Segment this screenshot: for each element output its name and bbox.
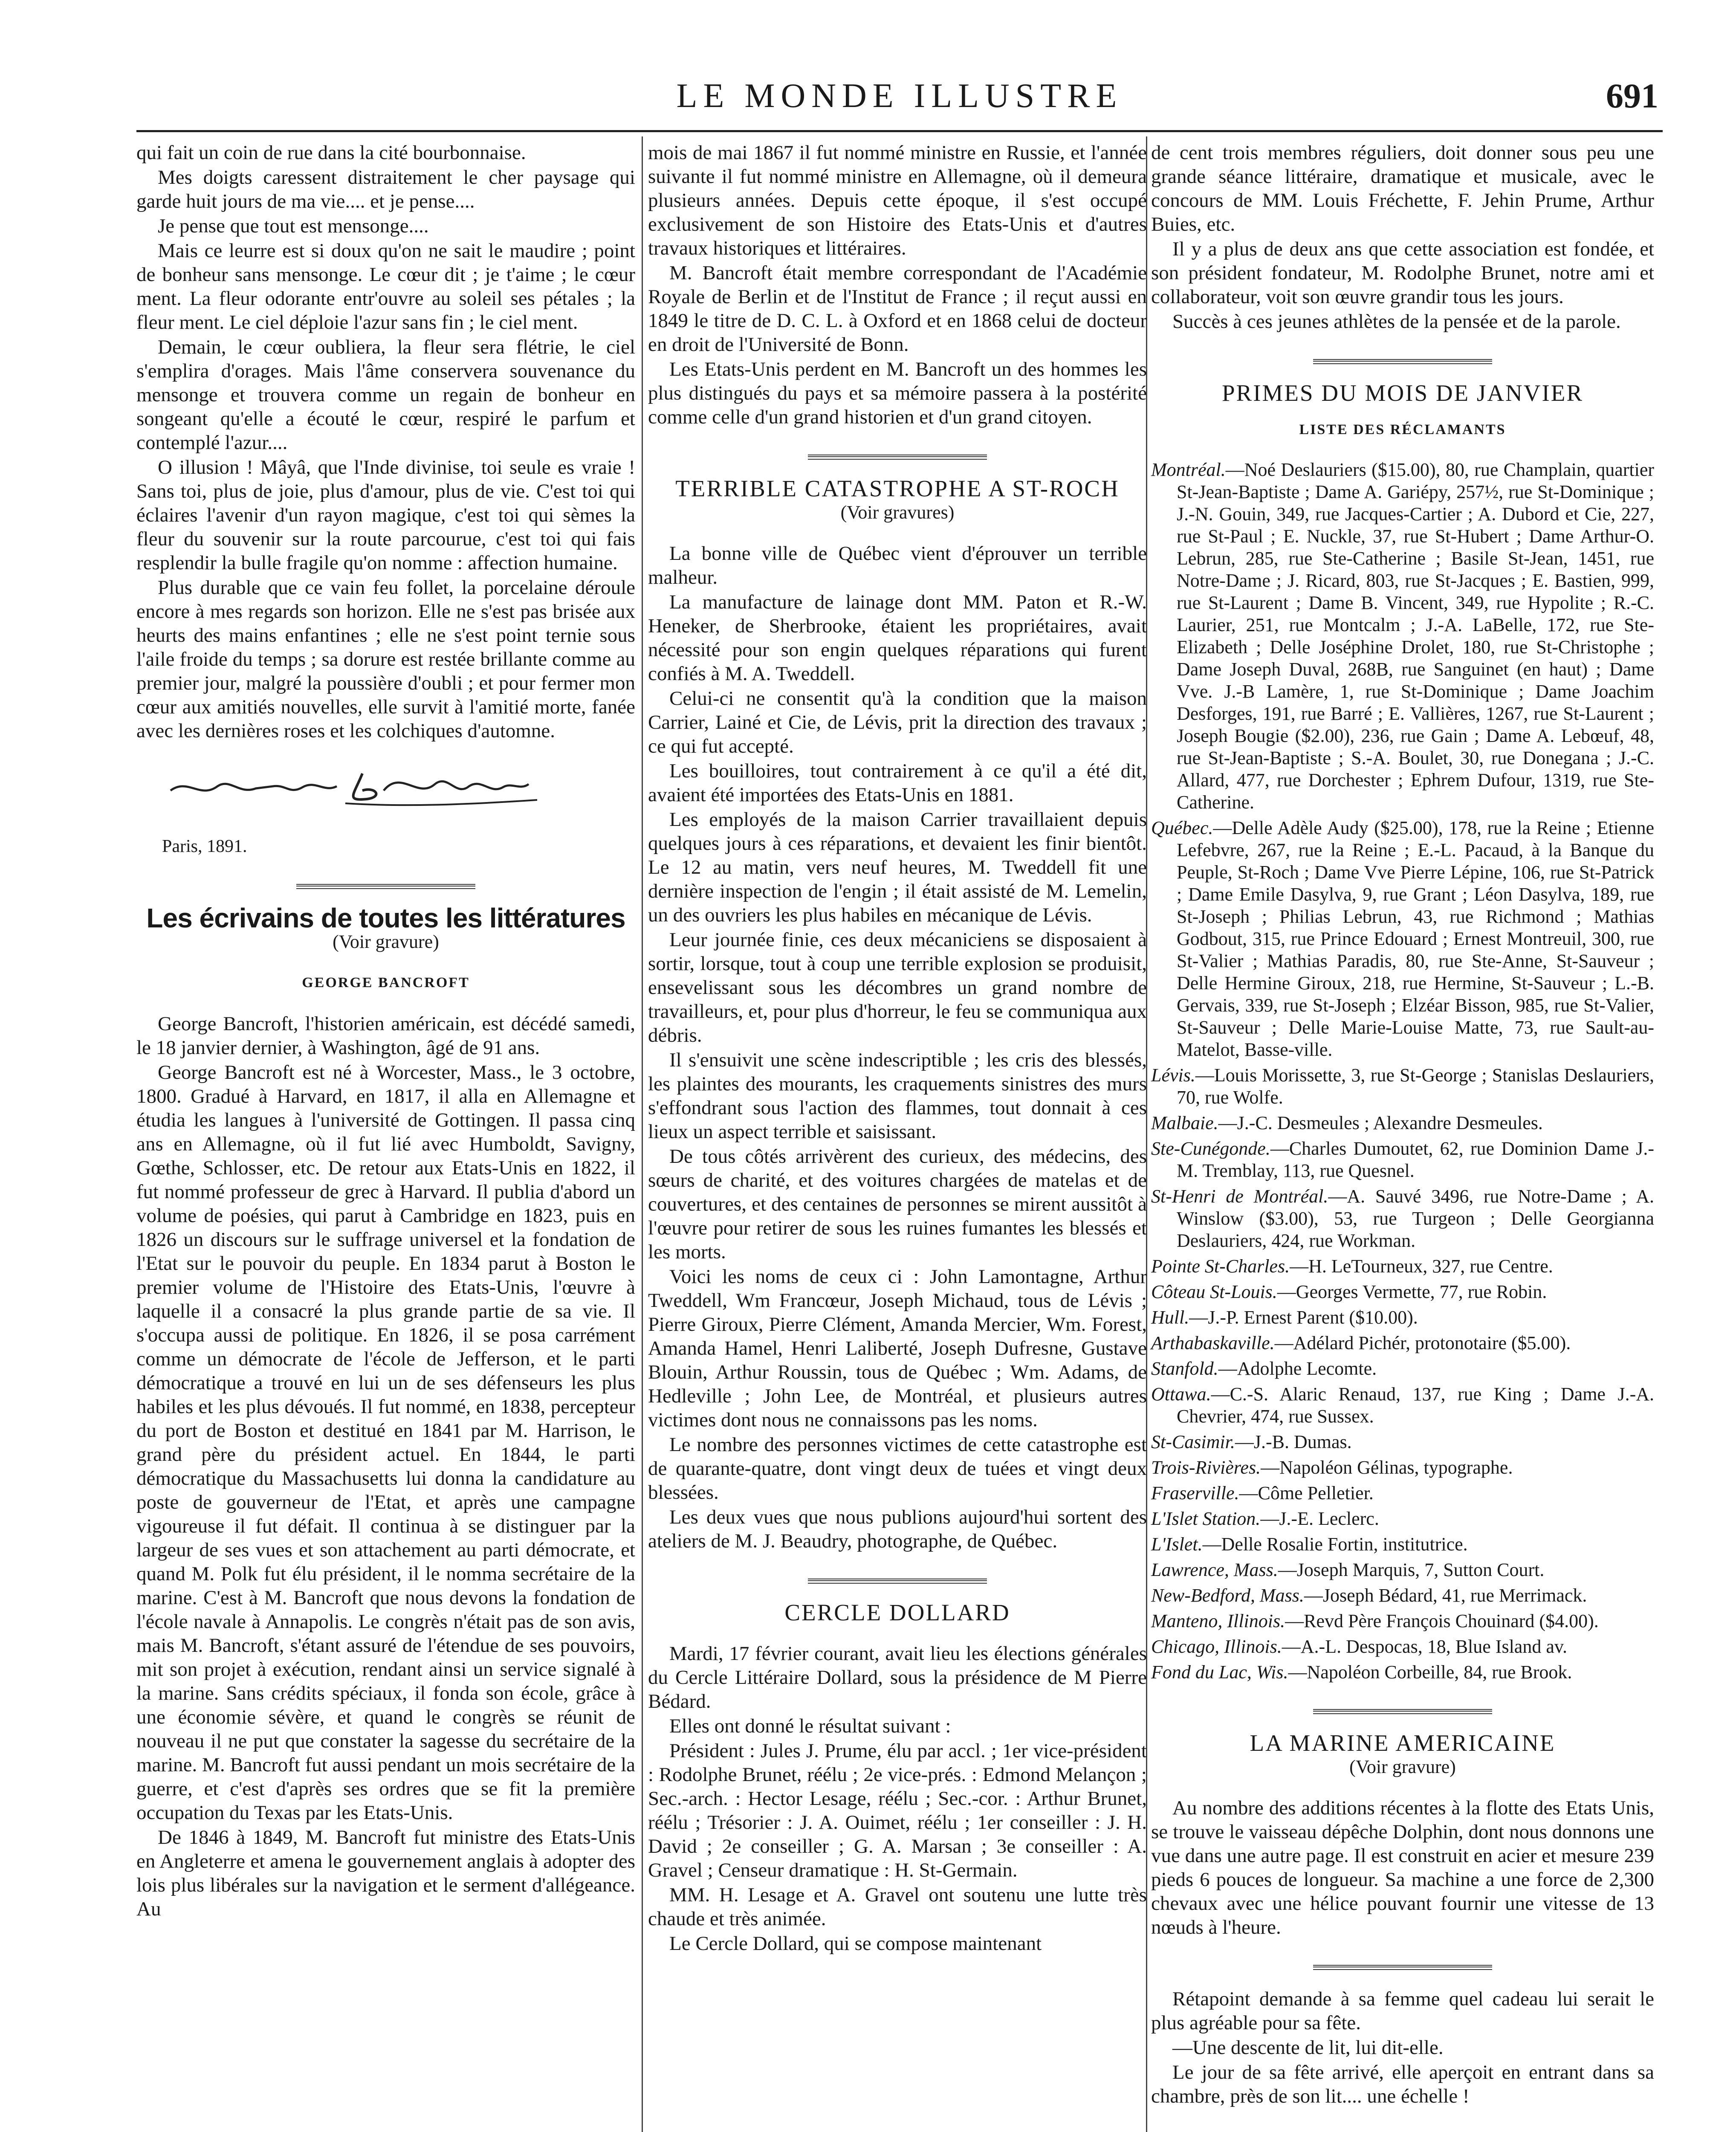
paragraph: Le jour de sa fête arrivé, elle aperçoit en entrant dans sa chambre, près de son lit.... une échelle ! [1151, 2061, 1654, 2107]
claimant-entry [1151, 1112, 1654, 1134]
claimant-entry [1151, 1281, 1654, 1303]
paragraph: Les deux vues que nous publions aujourd'hui sortent des ateliers de M. J. Beaudry, photographe, de Québec. [648, 1506, 1147, 1552]
claimant-place: Stanfold. [1151, 1358, 1218, 1379]
claimant-entry [1151, 1383, 1654, 1428]
paragraph: La bonne ville de Québec vient d'éprouver un terrible malheur. [648, 542, 1147, 588]
claimant-entry [1151, 1661, 1654, 1683]
paragraph: O illusion ! Mâyâ, que l'Inde divinise, toi seule es vraie ! Sans toi, plus de joie, plus d'amour, plus de vie. C'est toi qui éclaires l'avenir d'un rayon magique, c'est toi qui sèmes la fleur du souvenir sur la route parcourue, c'est toi qui fais resplendir la bulle fragile qu'on nomme : affection humaine. [136, 456, 635, 574]
paragraph: Le nombre des personnes victimes de cette catastrophe est de quarante-quatre, dont vingt deux de tuées et vingt deux blessées. [648, 1434, 1147, 1503]
paragraph: Les employés de la maison Carrier travaillaient depuis quelques jours à ces réparations, et devaient les finir bientôt. Le 12 au matin, vers neuf heures, M. Tweddell fit une dernière inspection de l'engin ; il était assisté de M. Lemelin, un des ouvriers les plus habiles en mécanique de Lévis. [648, 808, 1147, 926]
claimant-place: Québec. [1151, 817, 1213, 838]
claimant-entry [1151, 1064, 1654, 1109]
column-divider [642, 136, 643, 2132]
claimant-names: —Noé Deslauriers ($15.00), 80, rue Champlain, quartier St-Jean-Baptiste ; Dame A. Gariépy, 257½, rue St-Dominique ; J.-N. Gouin, 349, rue Jacques-Cartier ; A. Dubord et Cie, 227, rue St-Paul ; E. Nuckle, 37, rue St-Hubert ; Dame Arthur-O. Lebrun, 285, rue Ste-Catherine ; Basile St-Jean, 1451, rue Notre-Dame ; J. Ricard, 803, rue St-Jacques ; E. Bastien, 999, rue St-Laurent ; Dame B. Vincent, 349, rue Hypolite ; R.-C. Laurier, 251, rue Montcalm ; J.-A. LaBelle, 172, rue Ste-Elizabeth ; Delle Joséphine Drolet, 180, rue St-Christophe ; Dame Joseph Duval, 268B, rue Sanguinet (en haut) ; Dame Vve. J.-B Lamère, 1, rue St-Dominique ; Dame Joachim Desforges, 191, rue Barré ; E. Vallières, 1267, rue St-Laurent ; Joseph Bougie ($2.00), 236, rue Gain ; Dame A. Lebœuf, 48, rue St-Jean-Baptiste ; S.-A. Boulet, 30, rue Donegana ; J.-C. Allard, 477, rue Dorchester ; Ephrem Dufour, 1319, rue Ste-Catherine. [1177, 459, 1654, 813]
claimant-names: —Napoléon Gélinas, typographe. [1261, 1457, 1513, 1478]
paragraph: Voici les noms de ceux ci : John Lamontagne, Arthur Tweddell, Wm Francœur, Joseph Michaud, tous de Lévis ; Pierre Giroux, Pierre Clément, Amanda Mercier, Wm. Forest, Amanda Hamel, Henri Laliberté, Joseph Dufresne, Gustave Blouin, Arthur Roussin, tous de Québec ; Wm. Adams, de Hedleville ; John Lee, de Montréal, et plusieurs autres victimes dont nous ne connaissons pas les noms. [648, 1266, 1147, 1431]
newspaper-title: LE MONDE ILLUSTRE [676, 77, 1123, 115]
claimant-place: Lévis. [1151, 1065, 1195, 1086]
claimant-entry [1151, 1585, 1654, 1607]
section-title: LA MARINE AMERICAINE [1250, 1730, 1556, 1756]
claimant-place: Fraserville. [1151, 1483, 1239, 1503]
claimant-entry [1151, 1306, 1654, 1329]
claimant-place: Trois-Rivières. [1151, 1457, 1261, 1478]
column-1 [136, 141, 635, 1922]
claimant-names: —C.-S. Alaric Renaud, 137, rue King ; Dame J.-A. Chevrier, 474, rue Sussex. [1177, 1384, 1654, 1427]
section-divider [1313, 359, 1492, 364]
paragraph: Demain, le cœur oubliera, la fleur sera flétrie, le ciel s'emplira d'orages. Mais l'âme conservera souvenance du mensonge et trouvera comme un regain de bonheur en songeant qu'elle a écouté le cœur, respiré le parfum et contemplé l'azur.... [136, 336, 635, 454]
claimant-place: Pointe St-Charles. [1151, 1256, 1290, 1277]
paragraph: Elles ont donné le résultat suivant : [669, 1715, 951, 1737]
claimant-entry [1151, 1533, 1654, 1556]
claimant-entry [1151, 1138, 1654, 1182]
claimant-names: —Napoléon Corbeille, 84, rue Brook. [1288, 1662, 1572, 1683]
header-divider [136, 130, 1663, 132]
column-3 [1151, 141, 1654, 2109]
claimant-names: —Côme Pelletier. [1239, 1483, 1374, 1503]
claimant-place: Ste-Cunégonde. [1151, 1138, 1270, 1159]
section-divider [808, 455, 987, 460]
claimant-place: St-Casimir. [1151, 1431, 1235, 1452]
claimant-names: —A.-L. Despocas, 18, Blue Island av. [1282, 1636, 1567, 1657]
claimant-place: New-Bedford, Mass. [1151, 1585, 1304, 1606]
paragraph: Les Etats-Unis perdent en M. Bancroft un des hommes les plus distingués du pays et sa mémoire passera à la postérité comme celle d'un grand historien et d'un grand citoyen. [648, 358, 1147, 428]
paragraph: MM. H. Lesage et A. Gravel ont soutenu une lutte très chaude et très animée. [648, 1884, 1147, 1930]
claimant-entry [1151, 1636, 1654, 1658]
claimant-entry [1151, 1255, 1654, 1277]
claimant-names: —Adélard Pichér, protonotaire ($5.00). [1274, 1332, 1571, 1353]
paragraph: Au nombre des additions récentes à la flotte des Etats Unis, se trouve le vaisseau dépêche Dolphin, dont nous donnons une vue dans une autre page. Il est construit en acier et mesure 239 pieds 6 pouces de longueur. Sa machine a une force de 2,300 chevaux avec une hélice pouvant fournir une vitesse de 13 nœuds à l'heure. [1151, 1797, 1654, 1938]
section-title: Les écrivains de toutes les littératures [146, 903, 625, 933]
claimant-entry [1151, 1185, 1654, 1252]
section-subtitle: (Voir gravure) [1349, 1756, 1456, 1777]
claimant-entry [1151, 1358, 1654, 1380]
paragraph: Mardi, 17 février courant, avait lieu les élections générales du Cercle Littéraire Dollard, sous la présidence de M Pierre Bédard. [648, 1642, 1147, 1712]
paragraph: qui fait un coin de rue dans la cité bourbonnaise. [136, 142, 526, 164]
claimant-names: —Adolphe Lecomte. [1218, 1358, 1377, 1379]
paragraph: M. Bancroft était membre correspondant de l'Académie Royale de Berlin et de l'Institut de France ; il reçut aussi en 1849 le titre de D. C. L. à Oxford et en 1868 celui de docteur en droit de l'Université de Bonn. [648, 262, 1147, 356]
claimant-entry [1151, 817, 1654, 1061]
paragraph: Leur journée finie, ces deux mécaniciens se disposaient à sortir, lorsque, tout à coup une terrible explosion se produisit, ensevelissant sous les décombres un grand nombre de travailleurs, et, pour plus d'horreur, le feu se communiqua aux débris. [648, 929, 1147, 1046]
column-2 [648, 141, 1147, 1956]
claimant-names: —J.-C. Desmeules ; Alexandre Desmeules. [1218, 1112, 1543, 1133]
paragraph: De 1846 à 1849, M. Bancroft fut ministre des Etats-Unis en Angleterre et amena le gouvernement anglais à adopter des lois plus libérales sur la navigation et le serment d'allégeance. Au [136, 1826, 635, 1920]
handwritten-signature [162, 761, 546, 812]
claimant-names: —Joseph Bédard, 41, rue Merrimack. [1304, 1585, 1587, 1606]
section-title: TERRIBLE CATASTROPHE A ST-ROCH [675, 475, 1120, 501]
claimant-names: —Georges Vermette, 77, rue Robin. [1277, 1281, 1547, 1302]
paragraph: Mais ce leurre est si doux qu'on ne sait le maudire ; point de bonheur sans mensonge. Le cœur dit ; je t'aime ; le cœur ment. La fleur odorante entr'ouvre au soleil ses pétales ; la fleur ment. Le ciel déploie l'azur sans fin ; le ciel ment. [136, 240, 635, 333]
paragraph: George Bancroft, l'historien américain, est décédé samedi, le 18 janvier dernier, à Washington, âgé de 91 ans. [136, 1013, 635, 1059]
paragraph: George Bancroft est né à Worcester, Mass., le 3 octobre, 1800. Gradué à Harvard, en 1817, il alla en Allemagne et étudia les langues à l'université de Gottingen. Il passa cinq ans en Allemagne, où il fut lié avec Humboldt, Savigny, Gœthe, Schlosser, etc. De retour aux Etats-Unis en 1822, il fut nommé professeur de grec à Harvard. Il publia d'abord un volume de poésies, qui parut à Cambridge en 1823, puis en 1826 un discours sur le suffrage universel et la fondation de l'Etat sur le pouvoir du peuple. En 1834 parut à Boston le premier volume de l'Histoire des Etats-Unis, l'œuvre à laquelle il a consacré la plus grande partie de sa vie. Il s'occupa aussi de politique. En 1826, il se posa carrément comme un démocrate de l'école de Jefferson, et le parti démocratique a trouvé en lui un de ses défenseurs les plus habiles et les plus dévoués. Il fut nommé, en 1838, percepteur du port de Boston et destitué en 1841 par M. Harrison, le grand père du président actuel. En 1844, le parti démocratique du Massachusetts lui donna la candidature au poste de gouverneur de l'Etat, et après une campagne vigoureuse il fut défait. Il continua à se distinguer par la largeur de ses vues et son attachement au parti démocrate, et quand M. Polk fut élu président, il le nomma secrétaire de la marine. C'est à M. Bancroft que nous devons la fondation de l'école navale à Annapolis. Le congrès n'était pas de son avis, mais M. Bancroft, s'étant assuré de l'étendue de ses pouvoirs, mit son projet à exécution, rendant ainsi un service signalé à la marine. Sans crédits spéciaux, il fonda son école, grâce à une économie sévère, et quand le congrès se réunit de nouveau il ne put que constater la sagesse du secrétaire de la marine. M. Bancroft fut aussi pendant un mois secrétaire de la guerre, et c'est d'après ses ordres que se fit la première occupation du Texas par les Etats-Unis. [136, 1061, 635, 1824]
claimant-place: Arthabaskaville. [1151, 1332, 1275, 1353]
paragraph: mois de mai 1867 il fut nommé ministre en Russie, et l'année suivante il fut nommé ministre en Allemagne, où il demeura plusieurs années. Depuis cette époque, il s'est occupé exclusivement de son Histoire des Etats-Unis et d'autres travaux historiques et littéraires. [648, 142, 1147, 259]
claimant-entry [1151, 1610, 1654, 1632]
paragraph: Succès à ces jeunes athlètes de la pensée et de la parole. [1172, 310, 1621, 333]
claimant-place: Chicago, Illinois. [1151, 1636, 1282, 1657]
claimant-names: —Charles Dumoutet, 62, rue Dominion Dame J.-M. Tremblay, 113, rue Quesnel. [1177, 1138, 1654, 1181]
claimant-names: —H. LeTourneux, 327, rue Centre. [1290, 1256, 1553, 1277]
paragraph: La manufacture de lainage dont MM. Paton et R.-W. Heneker, de Sherbrooke, étaient les propriétaires, avait nécessité pour son engin quelques réparations qui furent confiés à M. A. Tweddell. [648, 591, 1147, 685]
claimant-place: Ottawa. [1151, 1384, 1211, 1405]
paragraph: Rétapoint demande à sa femme quel cadeau lui serait le plus agréable pour sa fête. [1151, 1988, 1654, 2034]
claimant-place: Manteno, Illinois. [1151, 1611, 1285, 1631]
claimant-place: Côteau St-Louis. [1151, 1281, 1277, 1302]
claimant-entry [1151, 1457, 1654, 1479]
section-title: CERCLE DOLLARD [784, 1599, 1010, 1625]
claimant-place: St-Henri de Montréal. [1151, 1186, 1328, 1207]
claimant-names: —J.-B. Dumas. [1235, 1431, 1352, 1452]
claimant-names: —J.-P. Ernest Parent ($10.00). [1189, 1307, 1418, 1328]
claimant-names: —Delle Adèle Audy ($25.00), 178, rue la Reine ; Etienne Lefebvre, 267, rue la Reine ; E.-L. Pacaud, à la Banque du Peuple, St-Roch ; Dame Vve Pierre Lépine, 106, rue St-Patrick ; Dame Emile Dasylva, 9, rue Grant ; Léon Dasylva, 189, rue St-Joseph ; Philias Lebrun, 43, rue Richmond ; Mathias Godbout, 315, rue Prince Edouard ; Ernest Montreuil, 300, rue St-Valier ; Mathias Paradis, 80, rue Ste-Anne, St-Sauveur ; Delle Hermine Giroux, 218, rue Hermine, St-Sauveur ; L.-B. Gervais, 339, rue St-Joseph ; Elzéar Bisson, 985, rue St-Valier, St-Sauveur ; Delle Marie-Louise Matte, 73, rue Sault-au-Matelot, Basse-ville. [1177, 817, 1654, 1060]
section-title: PRIMES DU MOIS DE JANVIER [1221, 380, 1584, 406]
claimant-entry [1151, 1559, 1654, 1581]
claimant-place: Lawrence, Mass. [1151, 1559, 1278, 1580]
claimant-entry [1151, 1508, 1654, 1530]
section-subtitle: (Voir gravure) [333, 931, 439, 952]
claimant-entry [1151, 459, 1654, 814]
claimant-names: —Louis Morissette, 3, rue St-George ; Stanislas Deslauriers, 70, rue Wolfe. [1177, 1065, 1654, 1108]
article-subject: GEORGE BANCROFT [302, 975, 470, 991]
paragraph: —Une descente de lit, lui dit-elle. [1172, 2036, 1444, 2059]
claimant-place: Montréal. [1151, 459, 1226, 480]
claimant-names: —Revd Père François Chouinard ($4.00). [1285, 1611, 1599, 1631]
claimant-names: —J.-E. Leclerc. [1260, 1508, 1379, 1529]
paragraph: Président : Jules J. Prume, élu par accl. ; 1er vice-président : Rodolphe Brunet, réélu ; 2e vice-prés. : Edmond Melançon ; Sec.-arch. : Hector Lesage, réélu ; Sec.-cor. : Arthur Brunet, réélu ; Trésorier : J. A. Ouimet, réélu ; 1er conseiller : J. H. David ; 2e conseiller ; G. A. Marsan ; 3e conseiller : A. Gravel ; Censeur dramatique : H. St-Germain. [648, 1740, 1147, 1881]
claimant-entry [1151, 1431, 1654, 1453]
page-header [136, 64, 1663, 124]
claimant-entry [1151, 1332, 1654, 1354]
paragraph: Plus durable que ce vain feu follet, la porcelaine déroule encore à mes regards son horizon. Elle ne s'est pas brisée aux heurts des mains enfantines ; elle ne s'est point ternie sous l'aile froide du temps ; sa dorure est restée brillante comme au premier jour, malgré la poussière d'oubli ; et pour fermer mon cœur aux amitiés nouvelles, elle survit à l'amitié morte, fanée avec les dernières roses et les colchiques d'automne. [136, 576, 635, 742]
section-divider [808, 1579, 987, 1584]
paragraph: Je pense que tout est mensonge.... [158, 215, 429, 237]
claimant-place: L'Islet Station. [1151, 1508, 1261, 1529]
paragraph: Le Cercle Dollard, qui se compose maintenant [669, 1932, 1042, 1955]
claimant-names: —Delle Rosalie Fortin, institutrice. [1202, 1534, 1468, 1555]
section-divider [1313, 1965, 1492, 1970]
paragraph: de cent trois membres réguliers, doit donner sous peu une grande séance littéraire, dramatique et musicale, avec le concours de MM. Louis Fréchette, F. Jehin Prume, Arthur Buies, etc. [1151, 142, 1654, 235]
claimant-place: Malbaie. [1151, 1112, 1218, 1133]
section-divider [1313, 1709, 1492, 1714]
list-heading: LISTE DES RÉCLAMANTS [1299, 422, 1506, 437]
paragraph: Il s'ensuivit une scène indescriptible ; les cris des blessés, les plaintes des mourants, les craquements sinistres des murs s'effondrant sous l'action des flammes, tout donnait à ces lieux un aspect terrible et saisissant. [648, 1049, 1147, 1143]
claimant-list [1151, 459, 1654, 1683]
claimant-names: —A. Sauvé 3496, rue Notre-Dame ; A. Winslow ($3.00), 53, rue Turgeon ; Delle Georgianna Deslauriers, 424, rue Workman. [1177, 1186, 1655, 1251]
claimant-entry [1151, 1482, 1654, 1504]
dateline: Paris, 1891. [162, 837, 247, 856]
claimant-place: L'Islet. [1151, 1534, 1203, 1555]
claimant-place: Fond du Lac, Wis. [1151, 1662, 1288, 1683]
claimant-names: —Joseph Marquis, 7, Sutton Court. [1278, 1559, 1545, 1580]
paragraph: De tous côtés arrivèrent des curieux, des médecins, des sœurs de charité, et des voitures chargées de matelas et de couvertures, et des centaines de personnes se mirent aussitôt à l'œuvre pour retirer de sous les ruines fumantes les blessés et les morts. [648, 1145, 1147, 1263]
page-number: 691 [1606, 76, 1658, 115]
paragraph: Les bouilloires, tout contrairement à ce qu'il a été dit, avaient été importées des Etats-Unis en 1881. [648, 760, 1147, 806]
section-divider [296, 884, 475, 889]
section-subtitle: (Voir gravures) [840, 502, 955, 523]
paragraph: Mes doigts caressent distraitement le cher paysage qui garde huit jours de ma vie.... et je pense.... [136, 166, 635, 212]
paragraph: Celui-ci ne consentit qu'à la condition que la maison Carrier, Lainé et Cie, de Lévis, prit la direction des travaux ; ce qui fut accepté. [648, 687, 1147, 757]
paragraph: Il y a plus de deux ans que cette association est fondée, et son président fondateur, M. Rodolphe Brunet, notre ami et collaborateur, voit son œuvre grandir tous les jours. [1151, 238, 1654, 308]
claimant-place: Hull. [1151, 1307, 1189, 1328]
